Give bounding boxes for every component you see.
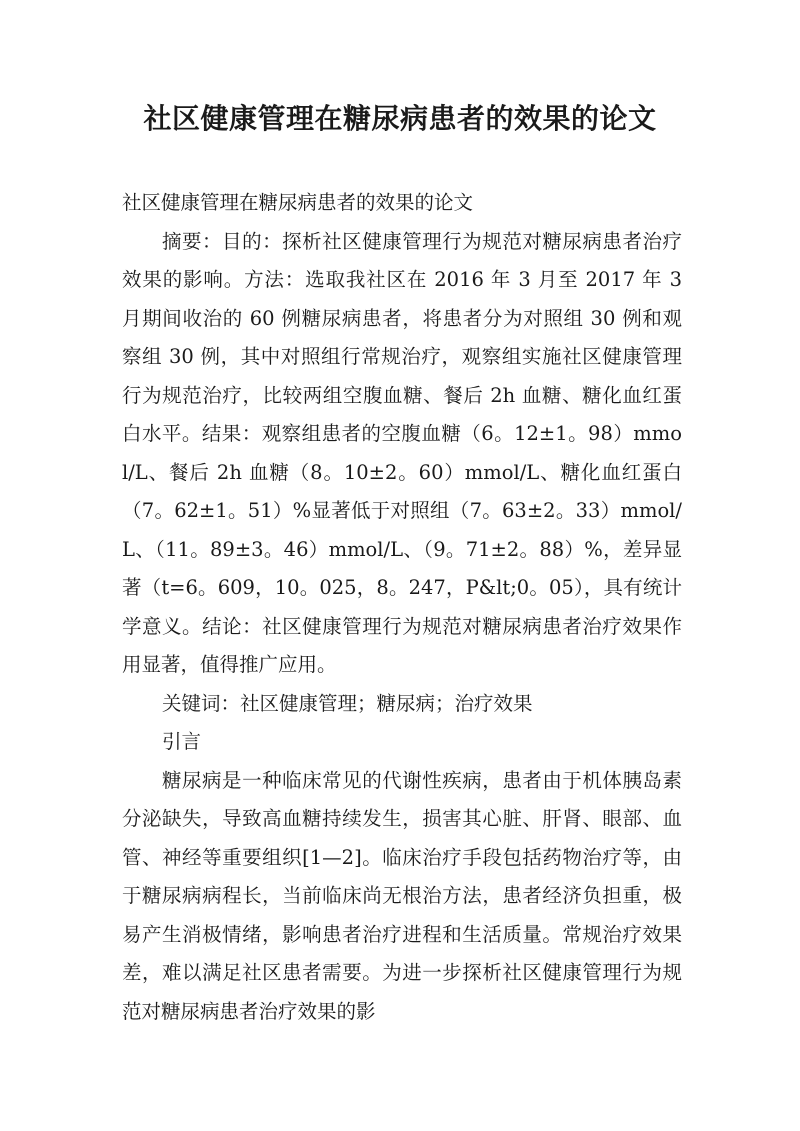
document-body [122,184,682,1031]
intro-heading: 引言 [162,730,202,753]
document-subtitle: 社区健康管理在糖尿病患者的效果的论文 [122,191,474,214]
intro-paragraph: 糖尿病是一种临床常见的代谢性疾病，患者由于机体胰岛素分泌缺失，导致高血糖持续发生，损害其心脏、肝肾、眼部、血管、神经等重要组织[1—2]。临床治疗手段包括药物治疗等，由于糖尿病病程长，当前临床尚无根治方法，患者经济负担重，极易产生消极情绪，影响患者治疗进程和生活质量。常规治疗效果差，难以满足社区患者需要。为进一步探析社区健康管理行为规范对糖尿病患者治疗效果的影 [122,768,682,1023]
abstract-paragraph: 摘要：目的：探析社区健康管理行为规范对糖尿病患者治疗效果的影响。方法：选取我社区在 2016 年 3 月至 2017 年 3 月期间收治的 60 例糖尿病患者，将患者分为对照组 30 例和观察组 30 例，其中对照组行常规治疗，观察组实施社区健康管理行为规范治疗，比较两组空腹血糖、餐后 2h 血糖、糖化血红蛋白水平。结果：观察组患者的空腹血糖（6。12±1。98）mmol/L、餐后 2h 血糖（8。10±2。60）mmol/L、糖化血红蛋白（7。62±1。51）%显著低于对照组（7。63±2。33）mmol/L、（11。89±3。46）mmol/L、（9。71±2。88）%，差异显著（t=6。609，10。025，8。247，P&lt;0。05），具有统计学意义。结论：社区健康管理行为规范对糖尿病患者治疗效果作用显著，值得推广应用。 [122,229,682,676]
document-title: 社区健康管理在糖尿病患者的效果的论文 [143,102,657,135]
keywords-paragraph: 关键词：社区健康管理；糖尿病；治疗效果 [162,691,533,715]
